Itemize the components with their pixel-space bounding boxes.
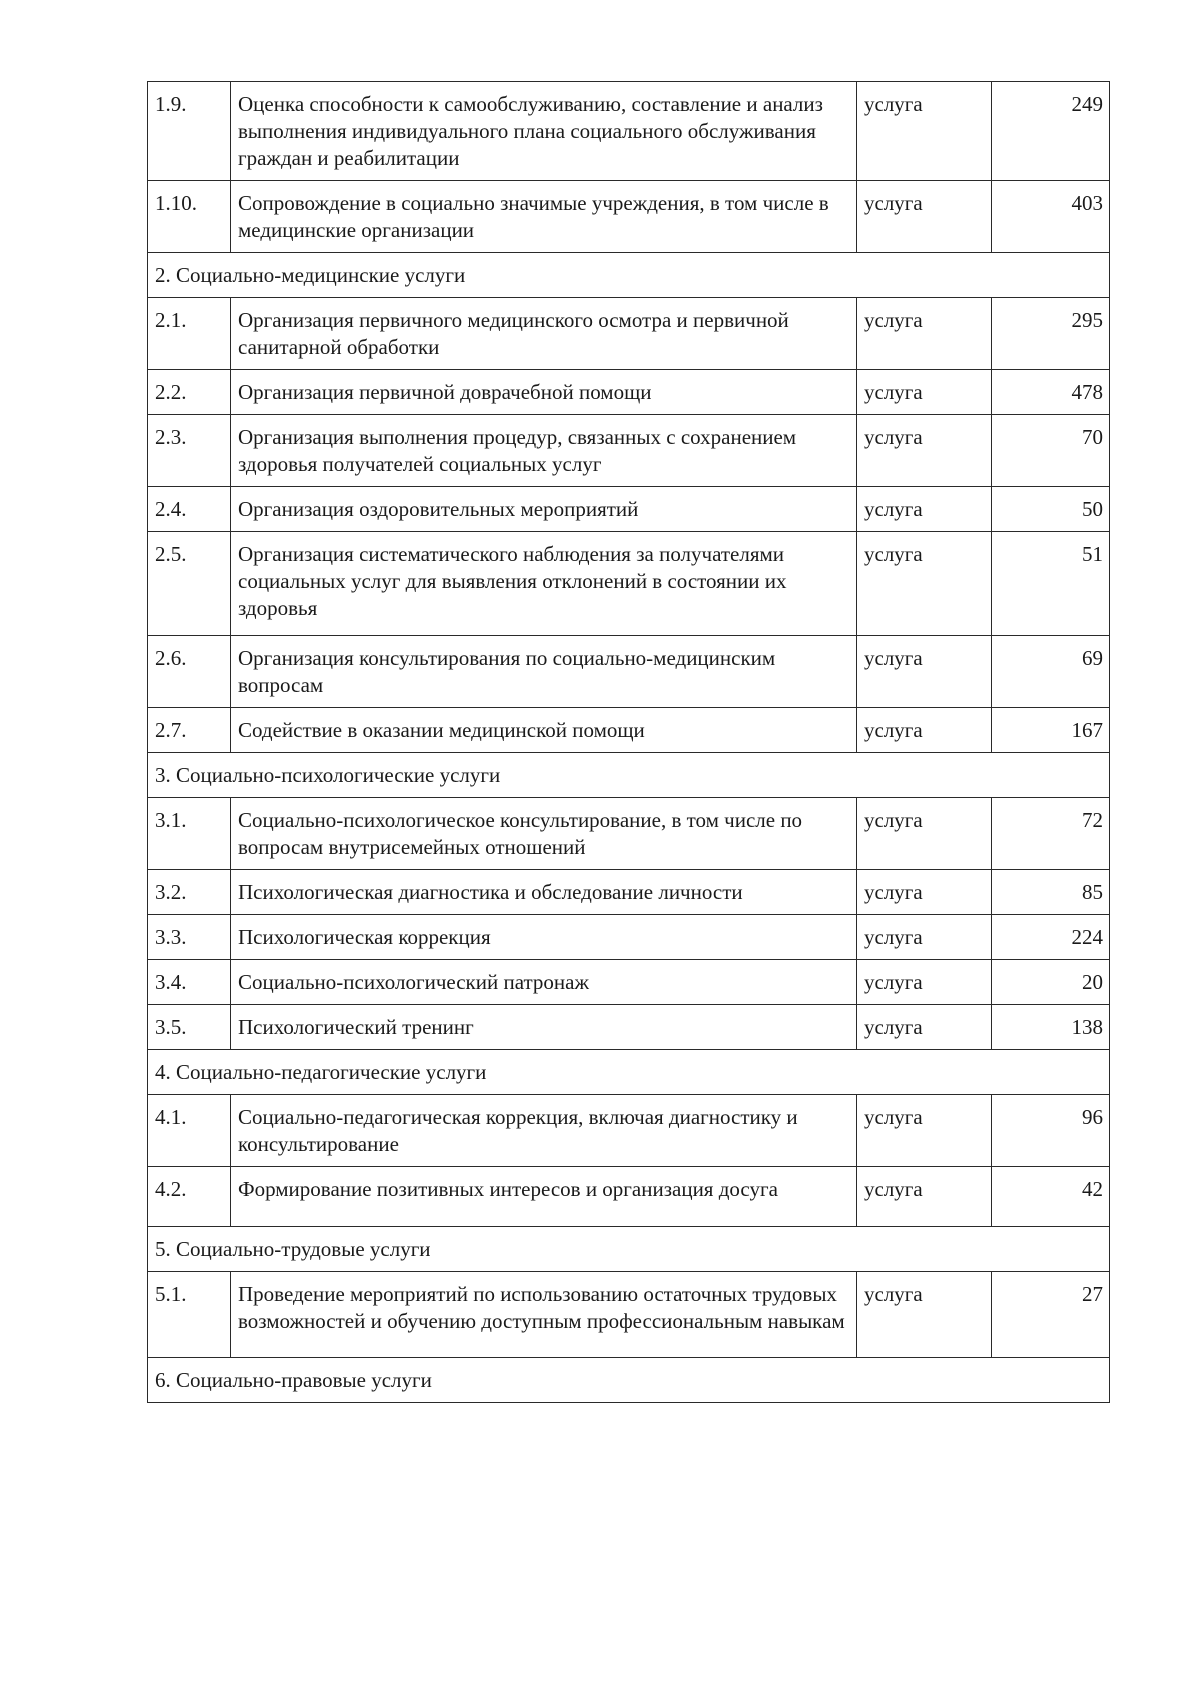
unit-cell: услуга <box>857 636 992 708</box>
row-number: 2.7. <box>148 708 231 753</box>
row-number: 2.2. <box>148 370 231 415</box>
unit-cell: услуга <box>857 532 992 636</box>
price-cell: 27 <box>992 1272 1110 1358</box>
section-row <box>148 1358 1110 1403</box>
price-cell: 224 <box>992 915 1110 960</box>
price-cell: 20 <box>992 960 1110 1005</box>
unit-cell: услуга <box>857 1095 992 1167</box>
table-row <box>148 798 1110 870</box>
price-cell: 72 <box>992 798 1110 870</box>
table-row <box>148 708 1110 753</box>
service-name: Социально-психологический патронаж <box>231 960 857 1005</box>
unit-cell: услуга <box>857 181 992 253</box>
section-row <box>148 1227 1110 1272</box>
service-name: Организация первичной доврачебной помощи <box>231 370 857 415</box>
row-number: 2.5. <box>148 532 231 636</box>
unit-cell: услуга <box>857 82 992 181</box>
section-heading: 6. Социально-правовые услуги <box>148 1358 1110 1403</box>
row-number: 5.1. <box>148 1272 231 1358</box>
service-name: Организация оздоровительных мероприятий <box>231 487 857 532</box>
section-row <box>148 253 1110 298</box>
section-row <box>148 1050 1110 1095</box>
price-cell: 70 <box>992 415 1110 487</box>
unit-cell: услуга <box>857 708 992 753</box>
service-name: Формирование позитивных интересов и организация досуга <box>231 1167 857 1227</box>
section-heading: 4. Социально-педагогические услуги <box>148 1050 1110 1095</box>
row-number: 2.1. <box>148 298 231 370</box>
table-row <box>148 960 1110 1005</box>
unit-cell: услуга <box>857 370 992 415</box>
row-number: 2.6. <box>148 636 231 708</box>
table-row <box>148 1005 1110 1050</box>
price-cell: 403 <box>992 181 1110 253</box>
price-cell: 69 <box>992 636 1110 708</box>
service-name: Проведение мероприятий по использованию остаточных трудовых возможностей и обучению доступным профессиональным навыкам <box>231 1272 857 1358</box>
unit-cell: услуга <box>857 415 992 487</box>
section-heading: 2. Социально-медицинские услуги <box>148 253 1110 298</box>
table-row <box>148 298 1110 370</box>
row-number: 2.3. <box>148 415 231 487</box>
table-row <box>148 1095 1110 1167</box>
price-cell: 42 <box>992 1167 1110 1227</box>
service-name: Социально-психологическое консультирование, в том числе по вопросам внутрисемейных отношений <box>231 798 857 870</box>
table-row <box>148 415 1110 487</box>
row-number: 3.5. <box>148 1005 231 1050</box>
table-row <box>148 870 1110 915</box>
table-row <box>148 915 1110 960</box>
service-name: Психологическая коррекция <box>231 915 857 960</box>
service-name: Содействие в оказании медицинской помощи <box>231 708 857 753</box>
service-name: Оценка способности к самообслуживанию, составление и анализ выполнения индивидуального плана социального обслуживания граждан и реабилитации <box>231 82 857 181</box>
price-cell: 249 <box>992 82 1110 181</box>
price-cell: 51 <box>992 532 1110 636</box>
table-row <box>148 1167 1110 1227</box>
unit-cell: услуга <box>857 870 992 915</box>
service-name: Организация консультирования по социально-медицинским вопросам <box>231 636 857 708</box>
service-name: Организация систематического наблюдения за получателями социальных услуг для выявления отклонений в состоянии их здоровья <box>231 532 857 636</box>
unit-cell: услуга <box>857 487 992 532</box>
service-name: Организация выполнения процедур, связанных с сохранением здоровья получателей социальных услуг <box>231 415 857 487</box>
row-number: 1.10. <box>148 181 231 253</box>
section-heading: 3. Социально-психологические услуги <box>148 753 1110 798</box>
table-row <box>148 370 1110 415</box>
table-row <box>148 487 1110 532</box>
service-name: Психологический тренинг <box>231 1005 857 1050</box>
service-name: Организация первичного медицинского осмотра и первичной санитарной обработки <box>231 298 857 370</box>
unit-cell: услуга <box>857 798 992 870</box>
row-number: 1.9. <box>148 82 231 181</box>
unit-cell: услуга <box>857 915 992 960</box>
row-number: 4.2. <box>148 1167 231 1227</box>
unit-cell: услуга <box>857 1005 992 1050</box>
price-cell: 96 <box>992 1095 1110 1167</box>
unit-cell: услуга <box>857 960 992 1005</box>
unit-cell: услуга <box>857 1167 992 1227</box>
row-number: 2.4. <box>148 487 231 532</box>
service-name: Психологическая диагностика и обследование личности <box>231 870 857 915</box>
service-name: Социально-педагогическая коррекция, включая диагностику и консультирование <box>231 1095 857 1167</box>
section-heading: 5. Социально-трудовые услуги <box>148 1227 1110 1272</box>
section-row <box>148 753 1110 798</box>
table-row <box>148 1272 1110 1358</box>
table-row <box>148 532 1110 636</box>
row-number: 3.4. <box>148 960 231 1005</box>
price-cell: 478 <box>992 370 1110 415</box>
table-row <box>148 636 1110 708</box>
row-number: 3.3. <box>148 915 231 960</box>
service-name: Сопровождение в социально значимые учреждения, в том числе в медицинские организации <box>231 181 857 253</box>
price-cell: 85 <box>992 870 1110 915</box>
row-number: 4.1. <box>148 1095 231 1167</box>
price-cell: 167 <box>992 708 1110 753</box>
services-price-table <box>147 81 1110 1403</box>
row-number: 3.2. <box>148 870 231 915</box>
row-number: 3.1. <box>148 798 231 870</box>
table-row <box>148 82 1110 181</box>
price-cell: 295 <box>992 298 1110 370</box>
price-cell: 138 <box>992 1005 1110 1050</box>
table-row <box>148 181 1110 253</box>
price-cell: 50 <box>992 487 1110 532</box>
unit-cell: услуга <box>857 298 992 370</box>
unit-cell: услуга <box>857 1272 992 1358</box>
